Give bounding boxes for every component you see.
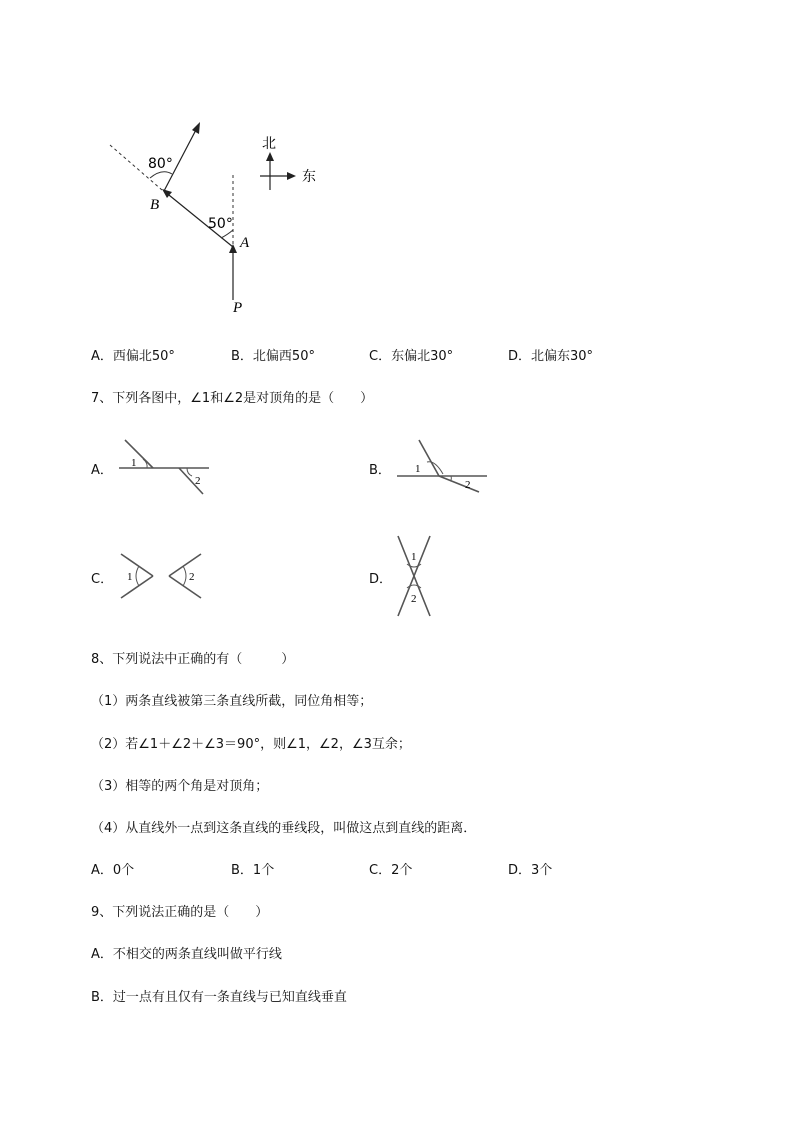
q8-statement-2: （2）若∠1＋∠2＋∠3＝90°，则∠1，∠2，∠3互余； [91, 737, 411, 752]
q7-option-a-letter[interactable]: A． [91, 463, 113, 478]
q7-figure-c [117, 550, 207, 602]
q8-statement-3: （3）相等的两个角是对顶角； [91, 779, 269, 794]
q9-stem: 9、下列说法正确的是（ ） [91, 905, 269, 920]
q7-figure-d [392, 534, 436, 618]
q7-figure-a [115, 438, 215, 498]
point-a-label: A [240, 235, 250, 251]
q8-stem: 8、下列说法中正确的有（ ） [91, 652, 295, 667]
angle-1-label: 1 [127, 571, 133, 583]
point-b-label: B [150, 197, 160, 213]
compass-north-label: 北 [262, 136, 276, 152]
angle-b-label: 80° [148, 156, 173, 172]
q7-option-b-letter[interactable]: B． [369, 463, 391, 478]
angle-2-label: 2 [189, 571, 195, 583]
q7-figure-b [393, 436, 493, 498]
angle-1-label: 1 [131, 457, 137, 469]
angle-a-label: 50° [208, 216, 233, 232]
q7-option-c-letter[interactable]: C． [91, 572, 114, 587]
angle-2-label: 2 [465, 479, 471, 491]
q8-statement-1: （1）两条直线被第三条直线所截，同位角相等； [91, 694, 373, 709]
point-p-label: P [233, 300, 243, 316]
q7-stem: 7、下列各图中，∠1和∠2是对顶角的是（ ） [91, 391, 374, 406]
q8-option-c[interactable]: C．2个 [369, 863, 413, 878]
compass-east-label: 东 [302, 169, 316, 185]
angle-2-label: 2 [195, 475, 201, 487]
angle-2-label: 2 [411, 593, 417, 605]
q6-option-b[interactable]: B．北偏西50° [231, 349, 315, 364]
q6-option-d[interactable]: D．北偏东30° [508, 349, 594, 364]
q6-option-c[interactable]: C．东偏北30° [369, 349, 454, 364]
q8-option-d[interactable]: D．3个 [508, 863, 553, 878]
q7-option-d-letter[interactable]: D． [369, 572, 393, 587]
q8-statement-4: （4）从直线外一点到这条直线的垂线段，叫做这点到直线的距离． [91, 821, 477, 836]
angle-1-label: 1 [411, 551, 417, 563]
q9-option-a[interactable]: A．不相交的两条直线叫做平行线 [91, 947, 282, 962]
q9-option-b[interactable]: B．过一点有且仅有一条直线与已知直线垂直 [91, 990, 347, 1005]
q8-option-a[interactable]: A．0个 [91, 863, 135, 878]
q6-direction-figure [100, 110, 330, 320]
q6-option-a[interactable]: A．西偏北50° [91, 349, 175, 364]
angle-1-label: 1 [415, 463, 421, 475]
q8-option-b[interactable]: B．1个 [231, 863, 275, 878]
compass-icon [260, 152, 296, 190]
